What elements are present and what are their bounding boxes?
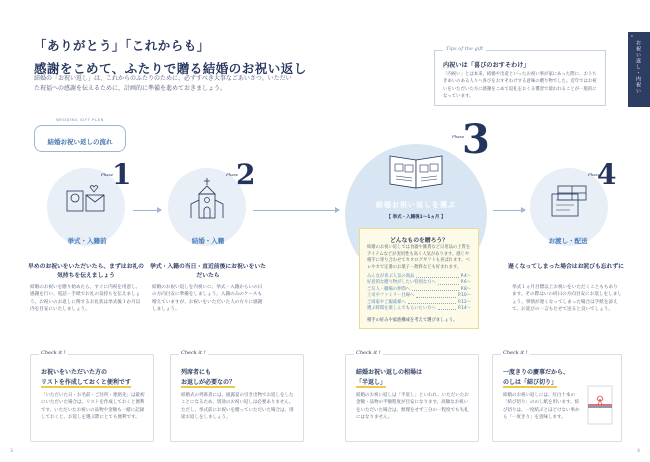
check-card-4 — [492, 350, 622, 442]
check-title: 一度きりの慶事だから、 のしは「結び切り」 — [503, 369, 570, 386]
howto-item[interactable]: 選ぶ時間を楽しんでもらいたい方へ P.14〜 — [367, 306, 471, 312]
step3-phase-tag: Phase — [452, 134, 465, 139]
check-body: 結婚のお祝い返しには、紅白十本の「結び切り」ののし紙を用います。結び切りは、一度結ぶとほどけない事から「一度きり」を意味します。 — [503, 393, 580, 421]
side-tab-label: お祝い返し・内祝い — [635, 40, 641, 94]
check-title: 列席者にも お返しが必要なの？ — [181, 369, 236, 386]
lead-text: 結婚の「お祝い返し」は、これからのふたりのために、必ずすべき大事なごあいさつ。いただいた祝福への感謝を伝えるために、計画的に準備を進めておきましょう。 — [34, 75, 292, 92]
tips-tag: Tips of the gift — [443, 46, 486, 52]
check-card-3 — [345, 350, 479, 442]
headline-line2: 感謝をこめて、ふたりで贈る結婚のお祝い返し — [34, 61, 307, 76]
step3-label: 結婚お祝い返しを選ぶ — [376, 201, 456, 209]
howto-note: 相手の好みや家族構成を考えて選びましょう。 — [367, 318, 458, 323]
step4-subtitle: 遅くなってしまった場合はお詫びも忘れずに — [508, 264, 624, 270]
step1-body: 結婚のお祝いを贈り始めたら、すぐに内祝を用意し、感謝を行い、電話・手紙でお礼の気持ちを伝えましょう。お祝いのお返しに関するお礼状は挙式後１か月以内を目安にいたしましょう。 — [30, 285, 141, 313]
flow-tag: WEDDING GIFT PLAN — [56, 118, 104, 122]
howto-item[interactable]: 上司やファミリー目線へ P.10〜 — [367, 293, 471, 299]
headline-line1: 「ありがとう」「これからも」 — [34, 38, 210, 53]
tips-box — [434, 46, 606, 106]
howto-list — [367, 274, 471, 312]
step3-number: 3 — [462, 116, 490, 163]
step1-phase-tag: Phase — [101, 172, 114, 177]
howto-item[interactable]: ご両家やご親戚様へ P.12〜 — [367, 299, 471, 305]
check-title: 結婚お祝い返しの相場は 「半返し」 — [356, 369, 423, 386]
flow-arrow-1 — [133, 210, 161, 211]
step3-period: 【 挙式・入籍後1〜1ヵ月 】 — [386, 215, 446, 220]
check-tag: Check it ! — [356, 350, 381, 356]
check-tag: Check it ! — [41, 350, 66, 356]
step2-phase-tag: Phase — [226, 172, 239, 177]
flow-arrow-2 — [253, 210, 339, 211]
check-body: 「いただいた日・お名前・ご住所・連絡先」は最初にいただいた場合は、リストを作成しておくと便利です。いただいたお祝いの品物や金額も一緒に記録しておくと、お返しを選ぶ際にとても便利です。 — [41, 393, 145, 421]
headline — [34, 36, 307, 77]
step1-number: 1 — [112, 158, 132, 191]
gift-box-icon — [548, 180, 590, 220]
step4-phase-tag: Phase — [588, 172, 601, 177]
check-card-1 — [30, 350, 154, 442]
noshi-paper-icon — [587, 385, 613, 425]
check-body: 結婚のお祝い返しは「半返し」といわれ、いただいたお金額・品物の半額程度が目安になります。高額なお祝いをいただいた場合は、無理をせず三分の一程度でも失礼にはなりません。 — [356, 393, 469, 421]
howto-box — [359, 228, 479, 329]
step1-subtitle: 早めのお祝いをいただいたら、まずはお礼の気持ちを伝えましょう — [28, 264, 144, 279]
step4-label: お渡し・配送 — [548, 237, 588, 245]
check-body: 結婚式の列席者には、披露宴の引き出物でお返しをしたことになるため、別途のお祝い返しは必要ありません。ただし、挙式前にお祝いを贈っていただいた場合は、別途お返しをしましょう。 — [181, 393, 294, 421]
howto-item[interactable]: ご友人・職場の仲間へ P.8〜 — [367, 286, 471, 292]
step2-body: 結婚のお祝い返しを内祝いに、挙式・入籍からいの日の方向目安に準備をしましょう。入籍のみのケースも増えていますが、お祝いをいただいた人の方々に感謝しましょう。 — [152, 285, 263, 313]
step1-label: 挙式・入籍前 — [67, 237, 107, 245]
step4-body: 挙式１ヵ月目標以上お祝いをいただくことももあります。その際はいの同日の方向目安にお返しをしましょう。事情が遅くなってしまった場合は手紙を添えて、お詫びの一言もたせて送ると良いでしょう。 — [512, 285, 622, 313]
check-tag: Check it ! — [181, 350, 206, 356]
check-tag: Check it ! — [503, 350, 528, 356]
check-title: お祝いをいただいた方の リストを作成しておくと便利です — [41, 369, 131, 386]
step2-label: 結婚・入籍 — [191, 237, 225, 245]
flow-title: 結婚お祝い返しの流れ — [47, 138, 113, 146]
page-number-right: 4 — [637, 449, 640, 454]
step2-subtitle: 挙式・入籍の当日・直近前後にお祝いをいただいたら — [150, 264, 266, 279]
tips-body: 「内祝い」とは本来、結婚や出産といったお祝い事が家にあった際に、おうちきあいのある人々へ喜びをおすそわけする意味の贈り物でした。近年ではお祝いをいただいた方に感謝をこめて返礼をおくる慣習で使われることが一般的になっています。 — [443, 72, 597, 100]
howto-item[interactable]: みんなが喜ぶ人気の商品 P.4〜 — [367, 274, 471, 279]
flow-arrow-3 — [493, 210, 525, 211]
flow-heading — [34, 118, 126, 152]
tips-title: 内祝いは「喜びのおすそわけ」 — [443, 62, 530, 69]
step4-number: 4 — [597, 158, 617, 191]
flow-title-pill — [34, 125, 126, 152]
chapel-icon — [188, 176, 226, 222]
check-card-2 — [170, 350, 304, 442]
howto-title: どんなものを贈ろう？ — [390, 238, 448, 244]
side-tab-number: 1 — [631, 34, 633, 38]
howto-intro: 結婚のお祝い返しでは食器や雑貨など日用品の上質をアイテムなどが実用性も高く人気があります。感じや相手に寄り合わせてカタログギフトも喜ばれます。ベレやカで定番のお菓子・飲料なども好まれます。 — [367, 245, 471, 270]
howto-item[interactable]: 好意的な贈り物がしたい特別な方へ P.6〜 — [367, 280, 471, 286]
page-number-left: 3 — [10, 449, 13, 454]
wedding-items-icon — [64, 183, 108, 217]
catalog-icon — [386, 150, 448, 192]
step2-number: 2 — [236, 158, 256, 191]
side-tab[interactable] — [628, 32, 650, 107]
